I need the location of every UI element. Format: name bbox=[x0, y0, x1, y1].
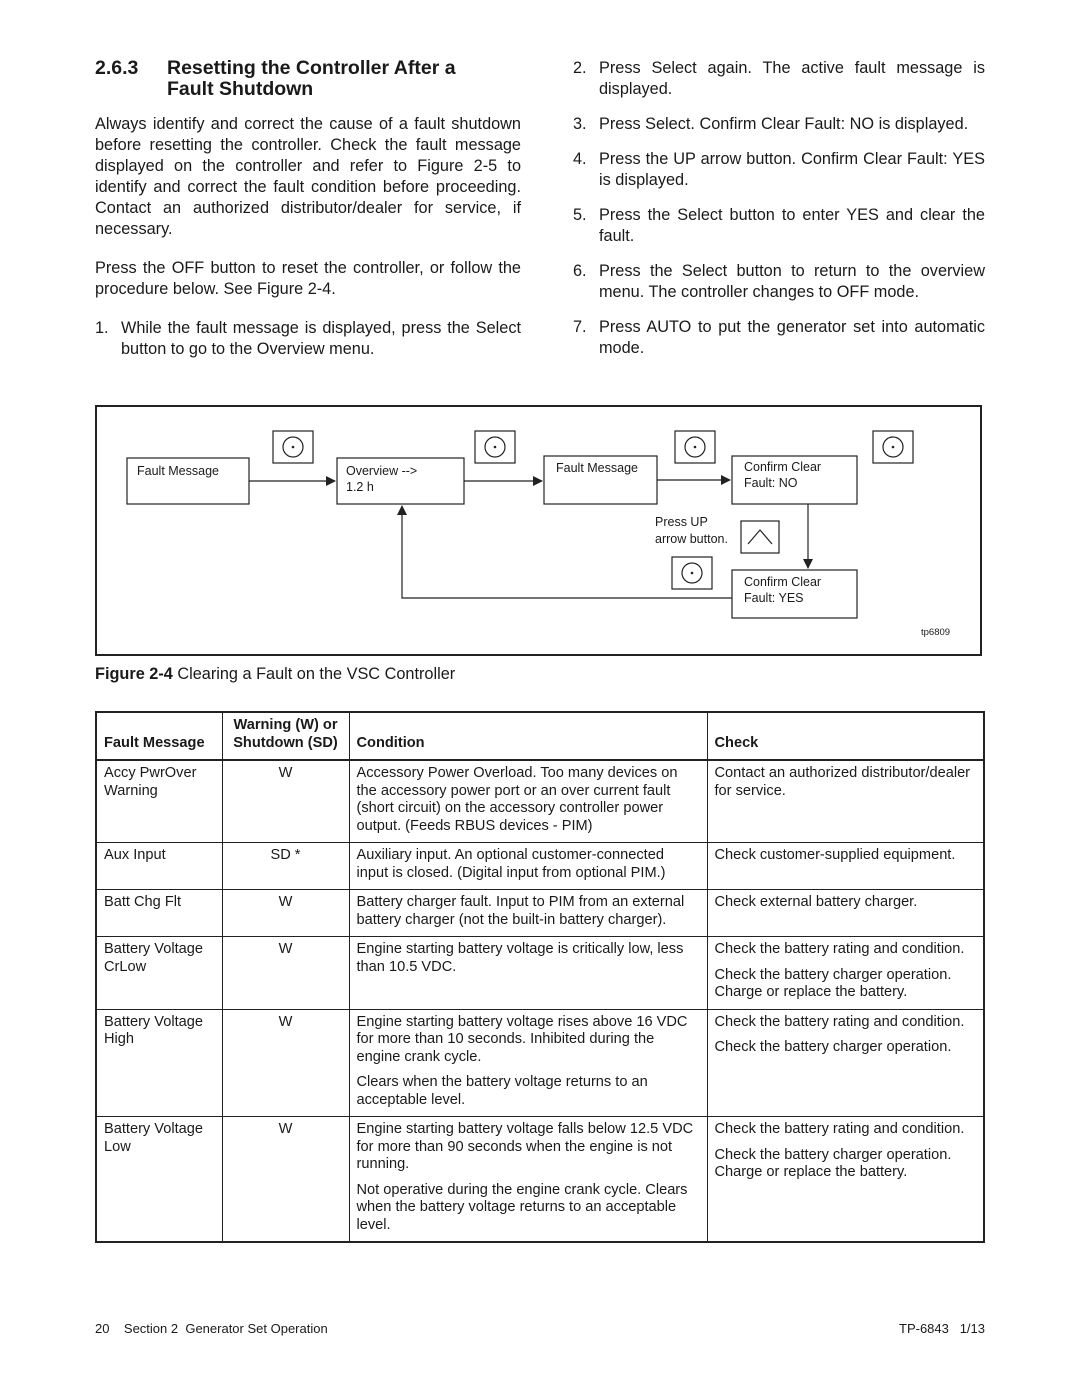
cell-check bbox=[707, 1117, 984, 1243]
cell-check-line: Contact an authorized distributor/dealer for service. bbox=[714, 765, 971, 799]
cell-condition-line: Auxiliary input. An optional customer-connected input is closed. (Digital input from optional PIM.) bbox=[356, 847, 666, 881]
cell-condition-line: Engine starting battery voltage is critically low, less than 10.5 VDC. bbox=[356, 941, 684, 975]
cell-condition-line: Engine starting battery voltage rises above 16 VDC for more than 10 seconds. Inhibited during the engine crank cycle. bbox=[356, 1013, 688, 1065]
header-warning-shutdown: Warning (W) or Shutdown (SD) bbox=[222, 712, 349, 760]
cell-check-line: Check the battery charger operation. Charge or replace the battery. bbox=[714, 1146, 952, 1180]
cell-condition-line: Engine starting battery voltage falls below 12.5 VDC for more than 90 seconds when the engine is not running. bbox=[356, 1121, 694, 1172]
cell-condition bbox=[349, 760, 707, 843]
figure-caption-text: Clearing a Fault on the VSC Controller bbox=[177, 665, 456, 683]
cell-condition-line: Battery charger fault. Input to PIM from an external battery charger (not the built-in battery charger). bbox=[356, 894, 685, 928]
cell-check-line: Check the battery charger operation. Charge or replace the battery. bbox=[714, 966, 952, 1000]
cell-fault-message-line: Low bbox=[104, 1138, 131, 1155]
cell-warning-shutdown: W bbox=[222, 1117, 349, 1243]
section-number: 2.6.3 bbox=[95, 57, 139, 79]
figure-id: tp6809 bbox=[921, 627, 951, 638]
fault-message-table bbox=[95, 711, 985, 1243]
right-column bbox=[573, 58, 985, 373]
cell-fault-message-line: Batt Chg Flt bbox=[104, 894, 182, 910]
cell-check bbox=[707, 760, 984, 843]
table-row bbox=[96, 760, 984, 843]
table-row bbox=[96, 843, 984, 890]
confirm-no-label-1: Confirm Clear bbox=[744, 460, 822, 474]
cell-fault-message-line: Aux Input bbox=[104, 847, 166, 863]
cell-fault-message-line: Battery Voltage bbox=[104, 941, 203, 957]
cell-check bbox=[707, 843, 984, 890]
cell-check bbox=[707, 890, 984, 937]
footer-page-section: 20 Section 2 Generator Set Operation bbox=[95, 1321, 328, 1336]
step-6: 6. Press the Select button to return to the overview menu. The controller changes to OFF mode. bbox=[573, 262, 985, 301]
intro-paragraph-2: Press the OFF button to reset the controller, or follow the procedure below. See Figure 2-4. bbox=[95, 259, 521, 298]
cell-condition bbox=[349, 843, 707, 890]
fault-message-1-label: Fault Message bbox=[137, 464, 219, 478]
table-body bbox=[96, 760, 984, 1242]
header-check: Check bbox=[707, 712, 984, 760]
cell-condition bbox=[349, 1117, 707, 1243]
step-1: 1. While the fault message is displayed, press the Select button to go to the Overview menu. bbox=[95, 319, 521, 358]
cell-warning-shutdown: W bbox=[222, 760, 349, 843]
cell-fault-message bbox=[96, 1009, 222, 1117]
cell-fault-message-line: Battery Voltage bbox=[104, 1013, 203, 1030]
step-7: 7. Press AUTO to put the generator set into automatic mode. bbox=[573, 318, 985, 357]
cell-fault-message-line: High bbox=[104, 1031, 135, 1047]
up-arrow-button-icon bbox=[741, 521, 779, 553]
table-row bbox=[96, 937, 984, 1010]
cell-warning-shutdown: W bbox=[222, 1009, 349, 1117]
cell-check-line: Check external battery charger. bbox=[714, 894, 918, 910]
step-5: 5. Press the Select button to enter YES and clear the fault. bbox=[573, 206, 985, 245]
section-title: Resetting the Controller After a Fault Shutdown bbox=[167, 57, 456, 100]
table-row bbox=[96, 1117, 984, 1243]
cell-fault-message bbox=[96, 760, 222, 843]
table-row bbox=[96, 1009, 984, 1117]
cell-condition-line: Accessory Power Overload. Too many devices on the accessory power port or an over current fault (short circuit) on the accessory controller power output. (Feeds RBUS devices - PIM) bbox=[356, 765, 678, 834]
cell-check-line: Check the battery charger operation. bbox=[714, 1039, 952, 1055]
confirm-yes-label-2: Fault: YES bbox=[744, 591, 804, 605]
cell-fault-message bbox=[96, 843, 222, 890]
confirm-no-label-2: Fault: NO bbox=[744, 476, 798, 490]
cell-fault-message bbox=[96, 937, 222, 1010]
cell-fault-message bbox=[96, 890, 222, 937]
section-heading bbox=[95, 58, 521, 100]
cell-fault-message-line: Warning bbox=[104, 782, 158, 799]
cell-condition-line: Clears when the battery voltage returns to an acceptable level. bbox=[356, 1074, 648, 1108]
table-row bbox=[96, 890, 984, 937]
cell-warning-shutdown: W bbox=[222, 890, 349, 937]
cell-fault-message-line: Accy PwrOver bbox=[104, 765, 197, 781]
header-fault-message: Fault Message bbox=[96, 712, 222, 760]
overview-hours-label: 1.2 h bbox=[346, 480, 374, 494]
diagram-svg bbox=[97, 407, 984, 658]
fault-clearing-diagram bbox=[95, 405, 982, 656]
left-column bbox=[95, 58, 521, 374]
cell-fault-message-line: Battery Voltage bbox=[104, 1121, 203, 1137]
cell-check-line: Check the battery rating and condition. bbox=[714, 941, 965, 957]
cell-warning-shutdown: W bbox=[222, 937, 349, 1010]
press-up-label-2: arrow button. bbox=[655, 532, 728, 546]
figure-caption-label: Figure 2-4 bbox=[95, 665, 173, 683]
step-2: 2. Press Select again. The active fault message is displayed. bbox=[573, 59, 985, 98]
intro-paragraph-1: Always identify and correct the cause of a fault shutdown before resetting the controller. Check the fault message displayed on the controller and refer to Figure 2-5 to identify and correct the fault condition before proceeding. Contact an authorized distributor/dealer for service, if necessary. bbox=[95, 115, 521, 238]
fault-message-2-label: Fault Message bbox=[556, 461, 638, 475]
table-header-row bbox=[96, 712, 984, 760]
cell-condition-line: Not operative during the engine crank cycle. Clears when the battery voltage returns to an acceptable level. bbox=[356, 1181, 688, 1233]
cell-condition bbox=[349, 1009, 707, 1117]
cell-warning-shutdown: SD * bbox=[222, 843, 349, 890]
cell-fault-message-line: CrLow bbox=[104, 958, 147, 975]
cell-check-line: Check the battery rating and condition. bbox=[714, 1013, 965, 1030]
cell-condition bbox=[349, 937, 707, 1010]
step-4: 4. Press the UP arrow button. Confirm Clear Fault: YES is displayed. bbox=[573, 150, 985, 189]
step-3: 3. Press Select. Confirm Clear Fault: NO is displayed. bbox=[573, 115, 969, 133]
confirm-yes-label-1: Confirm Clear bbox=[744, 575, 822, 589]
cell-check bbox=[707, 1009, 984, 1117]
footer-doc-id: TP-6843 1/13 bbox=[899, 1321, 985, 1336]
cell-check-line: Check the battery rating and condition. bbox=[714, 1121, 965, 1137]
cell-check-line: Check customer-supplied equipment. bbox=[714, 847, 956, 863]
press-up-label-1: Press UP bbox=[655, 515, 708, 529]
cell-condition bbox=[349, 890, 707, 937]
header-condition: Condition bbox=[349, 712, 707, 760]
cell-fault-message bbox=[96, 1117, 222, 1243]
cell-check bbox=[707, 937, 984, 1010]
overview-label: Overview --> bbox=[346, 464, 418, 478]
figure-caption bbox=[95, 665, 455, 684]
